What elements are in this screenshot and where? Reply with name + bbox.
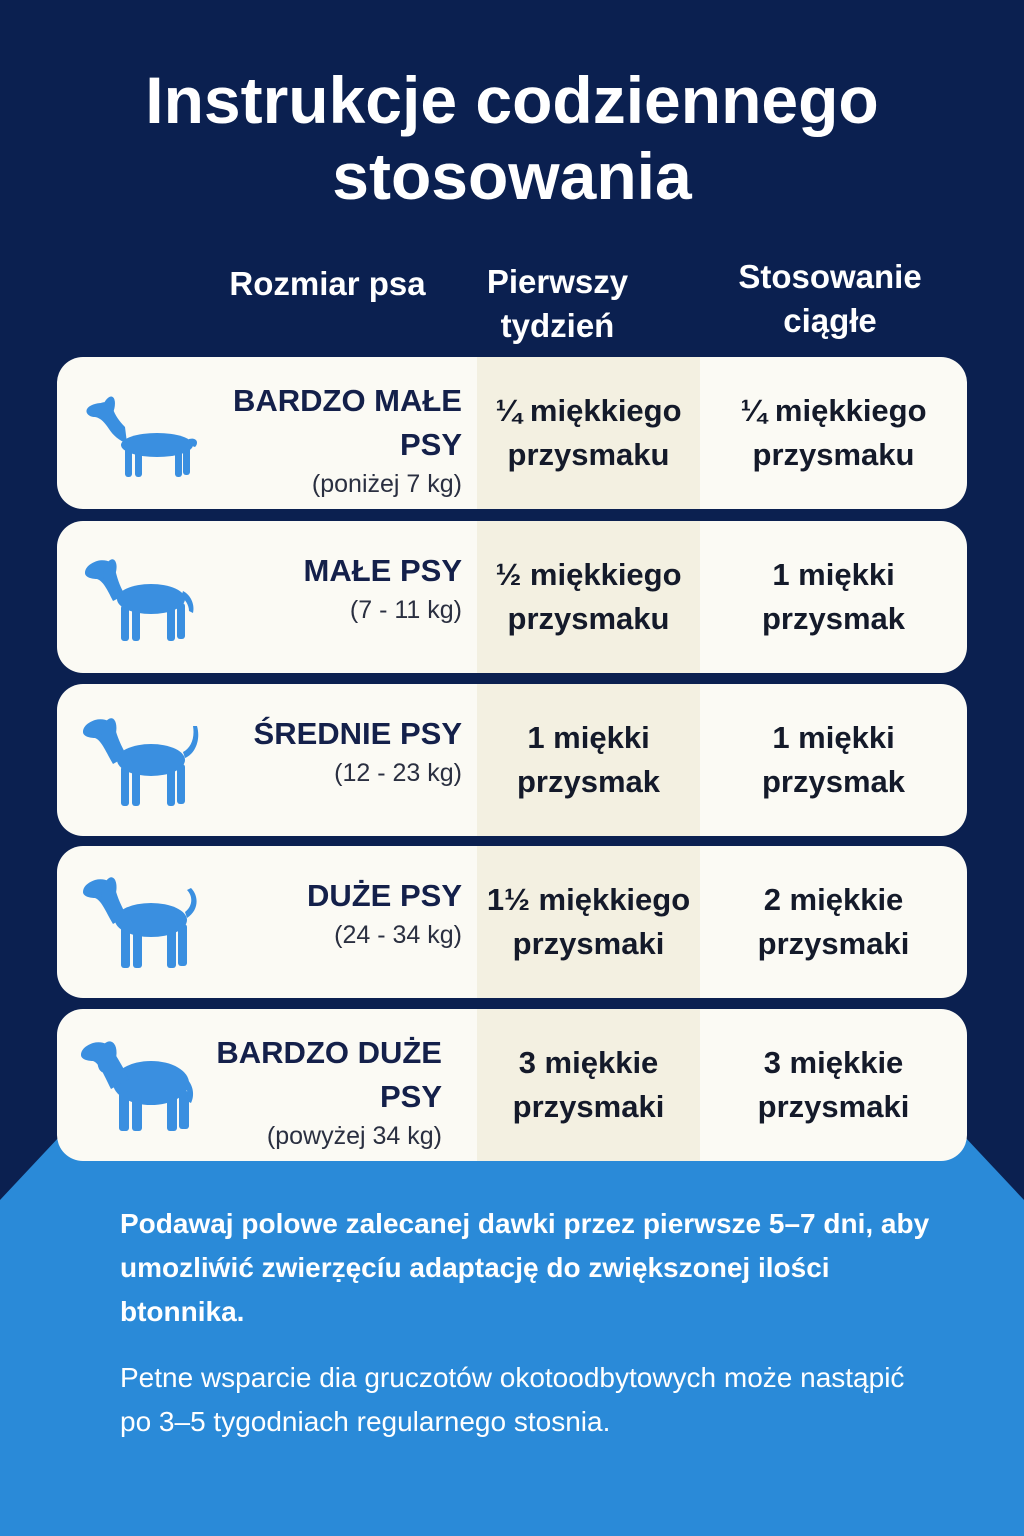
- first-week-dose: 1 miękki przysmak: [516, 720, 661, 799]
- small-dog-icon: [79, 551, 199, 647]
- dosage-row-very-large: [57, 1009, 967, 1161]
- page-title-line-1: Instrukcje codziennego: [145, 63, 879, 137]
- dog-size-name: ŚREDNIE PSY: [253, 716, 462, 751]
- dog-weight-range: (7 - 11 kg): [349, 596, 462, 624]
- page-title-line-2: stosowania: [332, 139, 692, 213]
- adaptation-note: Podawaj polowe zalecanej dawki przez pierwsze 5–7 dni, aby umozliẃić zwierẓęcíu adaptację do zwiększonej ilości btonnika.: [120, 1208, 930, 1327]
- first-week-dose: ½ miękkiego przysmaku: [495, 557, 682, 636]
- continuous-use-dose: ¼ miękkiego przysmaku: [740, 393, 927, 472]
- dog-weight-range: (poniżej 7 kg): [311, 470, 462, 498]
- continuous-use-dose: 1 miękki przysmak: [761, 720, 906, 799]
- column-header-continuous-use-line-2: ciągłe: [783, 302, 877, 339]
- dog-size-cell: [197, 712, 462, 790]
- dog-weight-range: (24 - 34 kg): [334, 921, 462, 949]
- continuous-use-dose: 3 miękkie przysmaki: [757, 1045, 910, 1124]
- first-week-dose: ¼ miękkiego przysmaku: [495, 393, 682, 472]
- first-week-dose: 1½ miękkiego przysmaki: [486, 882, 691, 961]
- column-header-continuous-use-line-1: Stosowanie: [738, 258, 922, 295]
- large-dog-icon: [79, 876, 199, 972]
- dosage-row-large: [57, 846, 967, 998]
- medium-dog-icon: [79, 714, 199, 810]
- column-header-dog-size-label: Rozmiar psa: [229, 265, 426, 302]
- dog-size-cell: [197, 379, 462, 501]
- dog-size-name: BARDZO MAŁE PSY: [232, 383, 462, 462]
- dog-size-cell: [197, 874, 462, 952]
- dog-size-name: MAŁE PSY: [303, 553, 462, 588]
- column-header-first-week-line-2: tydzień: [500, 307, 615, 344]
- continuous-use-dose: 1 miękki przysmak: [761, 557, 906, 636]
- dosage-row-very-small: [57, 357, 967, 509]
- dog-size-name: BARDZO DUŻE PSY: [216, 1035, 442, 1114]
- column-header-continuous-use: [715, 255, 945, 343]
- page-title: [0, 62, 1024, 214]
- column-header-dog-size: [200, 262, 455, 306]
- dog-weight-range: (powyżej 34 kg): [266, 1122, 442, 1150]
- column-header-first-week: [470, 260, 645, 348]
- dog-size-cell: [177, 1031, 442, 1153]
- dog-size-name: DUŻE PSY: [306, 878, 462, 913]
- dosage-row-medium: [57, 684, 967, 836]
- dachshund-icon: [79, 387, 199, 483]
- column-header-first-week-line-1: Pierwszy: [486, 263, 629, 300]
- continuous-use-dose: 2 miękkie przysmaki: [757, 882, 910, 961]
- dog-size-cell: [197, 549, 462, 627]
- first-week-dose: 3 miękkie przysmaki: [512, 1045, 665, 1124]
- dog-weight-range: (12 - 23 kg): [334, 759, 462, 787]
- support-timeline-note: Petne wsparcie dia gruczotów okotoodbytowych może nastąpić po 3–5 tygodniach regularnego stosnia.: [120, 1362, 905, 1437]
- dosage-row-small: [57, 521, 967, 673]
